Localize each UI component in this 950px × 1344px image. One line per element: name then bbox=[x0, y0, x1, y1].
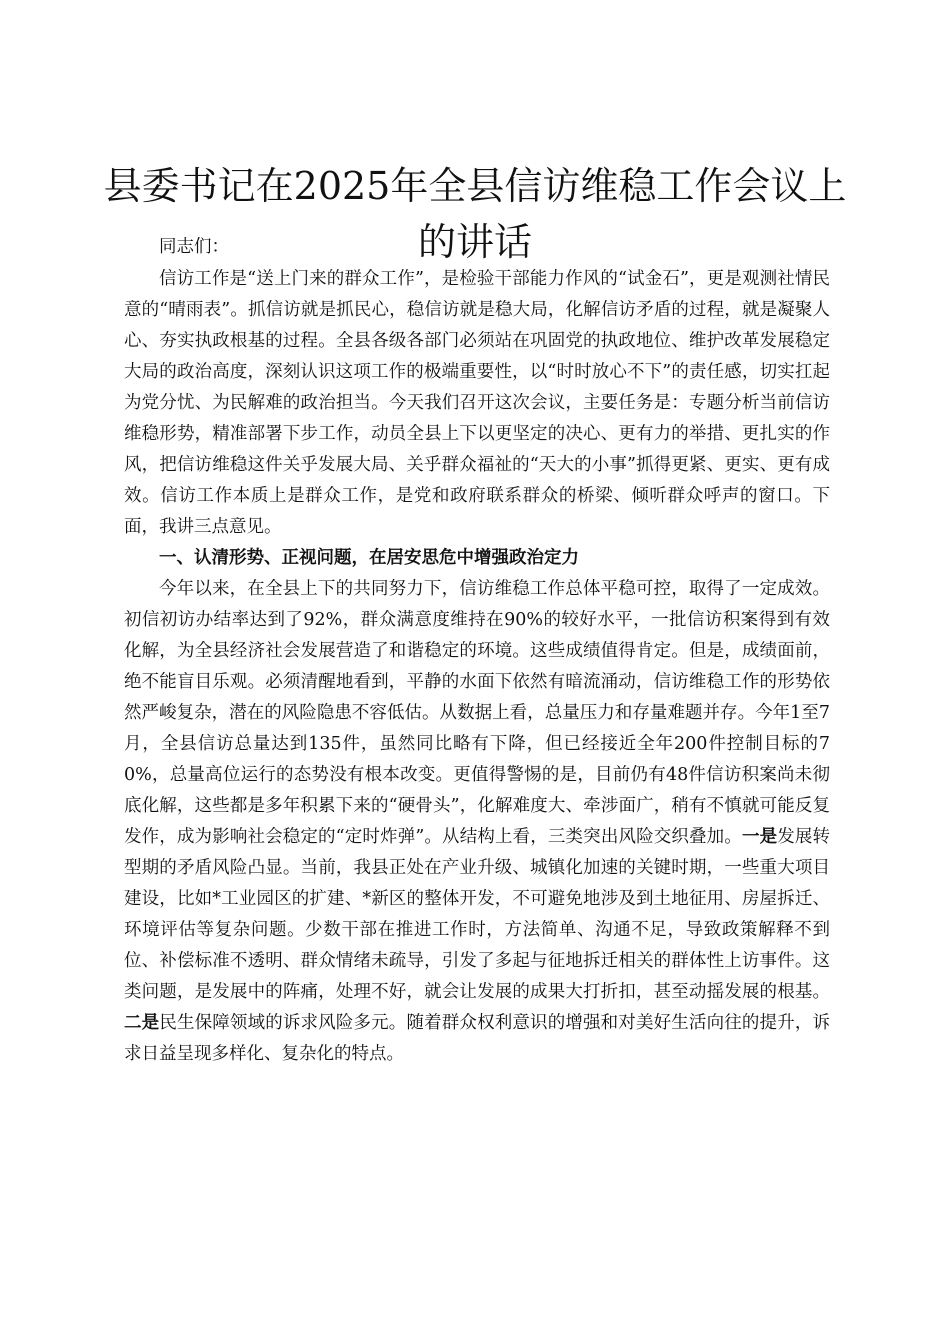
point-2-text: 民生保障领域的诉求风险多元。随着群众权利意识的增强和对美好生活向往的提升，诉求日益呈现多样化、复杂化的特点。 bbox=[124, 1013, 831, 1064]
paragraph-intro: 信访工作是“送上门来的群众工作”，是检验干部能力作风的“试金石”，更是观测社情民意的“晴雨表”。抓信访就是抓民心，稳信访就是稳大局，化解信访矛盾的过程，就是凝聚人心、夯实执政根基的过程。全县各级各部门必须站在巩固党的执政地位、维护改革发展稳定大局的政治高度，深刻认识这项工作的极端重要性，以“时时放心不下”的责任感，切实扛起为党分忧、为民解难的政治担当。今天我们召开这次会议，主要任务是：专题分析当前信访维稳形势，精准部署下步工作，动员全县上下以更坚定的决心、更有力的举措、更扎实的作风，把信访维稳这件关乎发展大局、关乎群众福祉的“天大的小事”抓得更紧、更实、更有成效。信访工作本质上是群众工作，是党和政府联系群众的桥梁、倾听群众呼声的窗口。下面，我讲三点意见。 bbox=[124, 269, 830, 537]
section-heading-1: 一、认清形势、正视问题，在居安思危中增强政治定力 bbox=[159, 548, 579, 568]
paragraph-situation-text: 今年以来，在全县上下的共同努力下，信访维稳工作总体平稳可控，取得了一定成效。初信初访办结率达到了92%，群众满意度维持在90%的较好水平，一批信访积案得到有效化解，为全县经济社会发展营造了和谐稳定的环境。这些成绩值得肯定。但是，成绩面前，绝不能盲目乐观。必须清醒地看到，平静的水面下依然有暗流涌动，信访维稳工作的形势依然严峻复杂，潜在的风险隐患不容低估。从数据上看，总量压力和存量难题并存。今年1至7月，全县信访总量达到135件，虽然同比略有下降，但已经接近全年200件控制目标的70%，总量高位运行的态势没有根本改变。更值得警惕的是，目前仍有48件信访积案尚未彻底化解，这些都是多年积累下来的“硬骨头”，化解难度大、牵涉面广，稍有不慎就可能反复发作，成为影响社会稳定的“定时炸弹”。从结构上看，三类突出风险交织叠加。 bbox=[124, 579, 830, 847]
document-title: 县委书记在2025年全县信访维稳工作会议上的讲话 bbox=[103, 164, 847, 264]
point-1-text: 发展转型期的矛盾风险凸显。当前，我县正处在产业升级、城镇化加速的关键时期，一些重大项目建设，比如*工业园区的扩建、*新区的整体开发，不可避免地涉及到土地征用、房屋拆迁、环境评估等复杂问题。少数干部在推进工作时，方法简单、沟通不足，导致政策解释不到位、补偿标准不透明、群众情绪未疏导，引发了多起与征地拆迁相关的群体性上访事件。这类问题，是发展中的阵痛，处理不好，就会让发展的成果大打折扣，甚至动摇发展的根基。 bbox=[124, 827, 831, 1002]
greeting: 同志们： bbox=[159, 237, 229, 257]
paragraph-situation bbox=[124, 574, 830, 1070]
point-marker-1: 一是 bbox=[741, 827, 778, 847]
document-body bbox=[124, 232, 830, 1070]
point-marker-2: 二是 bbox=[124, 1013, 160, 1033]
